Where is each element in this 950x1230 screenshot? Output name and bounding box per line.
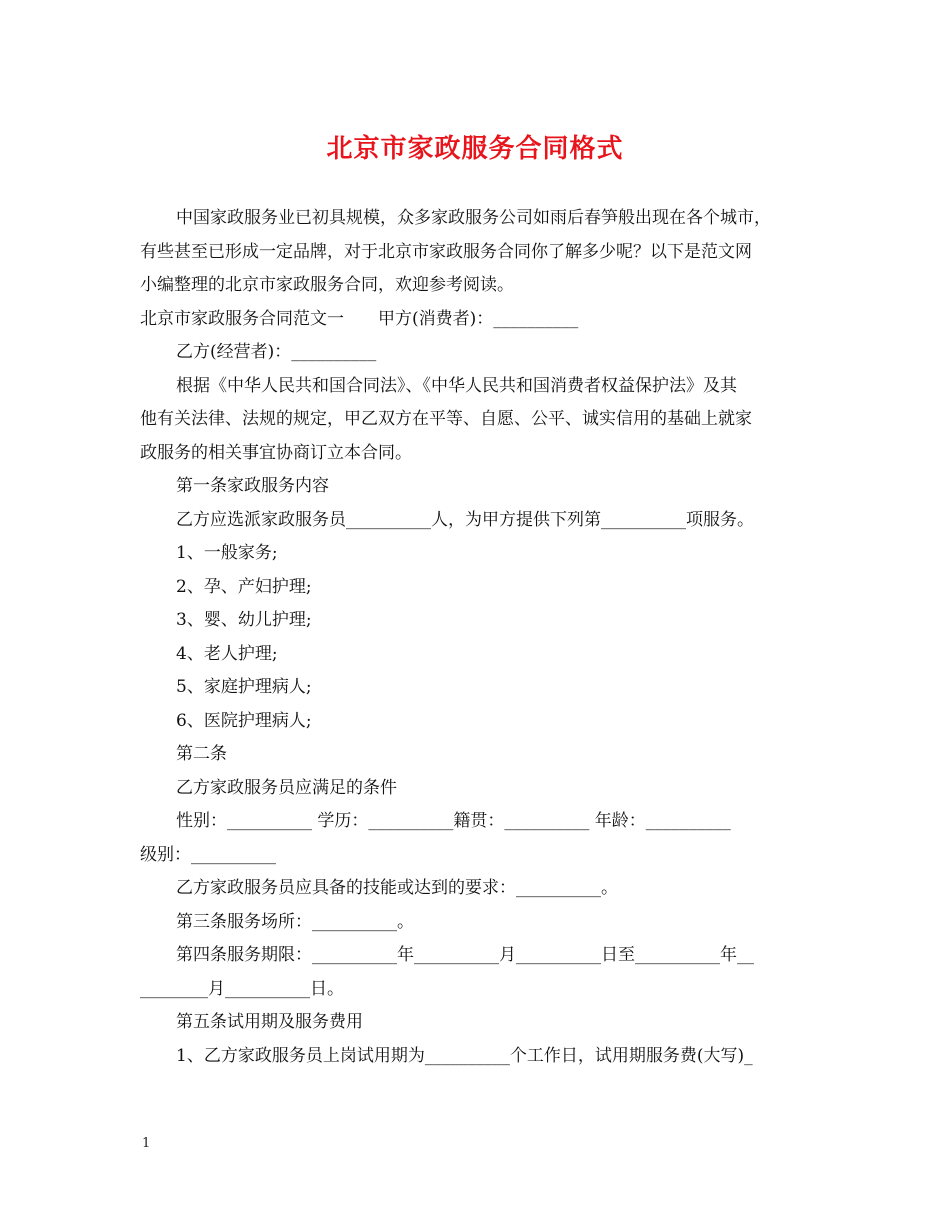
article-heading: 第四条服务期限：__________年__________月__________日至__________年__: [176, 945, 754, 965]
list-item: 2、孕、产妇护理;: [176, 576, 312, 597]
page-number: 1: [142, 1136, 151, 1151]
body-line: 性别：__________ 学历：__________籍贯：__________ 年龄：__________: [176, 811, 731, 831]
body-line: 政服务的相关事宜协商订立本合同。: [140, 442, 412, 463]
body-line: 乙方家政服务员应具备的技能或达到的要求：__________。: [176, 878, 618, 898]
list-item: 1、一般家务;: [176, 543, 278, 563]
intro-line: 中国家政服务业已初具规模，众多家政服务公司如雨后春笋般出现在各个城市，: [176, 208, 771, 228]
article-heading: 第三条服务场所：__________。: [176, 911, 414, 932]
body-line: 他有关法律、法规的规定，甲乙双方在平等、自愿、公平、诚实信用的基础上就家: [140, 409, 752, 429]
article-heading: 第二条: [176, 744, 227, 764]
article-heading: 第一条家政服务内容: [176, 476, 329, 496]
party-b-line: 乙方(经营者)：__________: [176, 342, 377, 362]
body-line: 乙方应选派家政服务员__________人，为甲方提供下列第__________项服务。: [176, 509, 754, 530]
body-line: 根据《中华人民共和国合同法》、《中华人民共和国消费者权益保护法》及其: [176, 375, 737, 396]
article-heading: 第五条试用期及服务费用: [176, 1012, 363, 1032]
list-item: 5、家庭护理病人;: [176, 677, 312, 697]
document-title: 北京市家政服务合同格式: [326, 134, 624, 164]
body-line: 级别：__________: [140, 844, 276, 865]
intro-line: 小编整理的北京市家政服务合同，欢迎参考阅读。: [140, 275, 514, 295]
body-line: 乙方家政服务员应满足的条件: [176, 777, 397, 798]
list-item: 4、老人护理;: [176, 643, 278, 664]
list-item: 3、婴、幼儿护理;: [176, 610, 312, 630]
body-line: ________月__________日。: [140, 978, 344, 999]
intro-line: 有些甚至已形成一定品牌，对于北京市家政服务合同你了解多少呢？以下是范文网: [140, 241, 752, 262]
contract-heading-party-a: 北京市家政服务合同范文一 甲方(消费者)：__________: [140, 308, 579, 329]
list-item: 6、医院护理病人;: [176, 710, 312, 731]
document-body: [140, 202, 816, 1073]
body-line: 1、乙方家政服务员上岗试用期为__________个工作日，试用期服务费(大写)_: [176, 1045, 753, 1066]
